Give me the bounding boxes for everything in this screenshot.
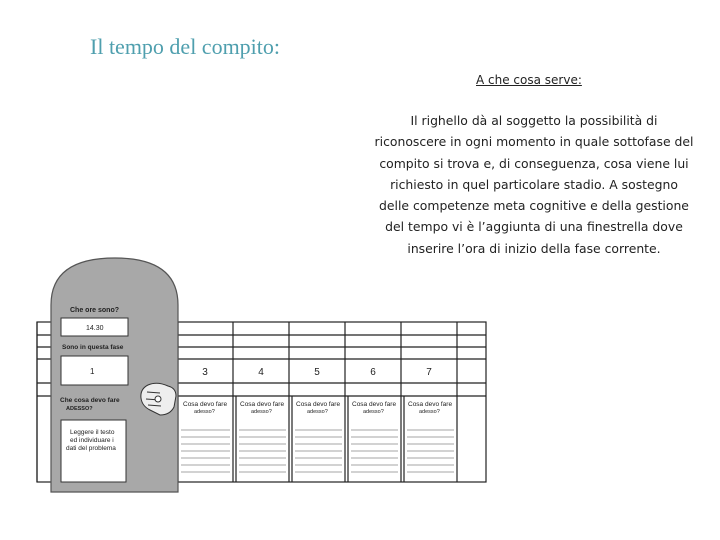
column-label: Cosa devo fare bbox=[296, 401, 341, 408]
slide-title: Il tempo del compito: bbox=[90, 34, 281, 59]
task-line: dati del problema bbox=[66, 445, 116, 452]
column-label: Cosa devo fare bbox=[352, 401, 397, 408]
slide-subtitle: A che cosa serve: bbox=[476, 73, 582, 87]
phase-value: 1 bbox=[90, 367, 95, 376]
column-number: 3 bbox=[202, 367, 208, 378]
task-line: Leggere il testo bbox=[70, 429, 115, 436]
column-label: Cosa devo fare bbox=[183, 401, 228, 408]
phase-label: Sono in questa fase bbox=[62, 344, 124, 351]
column-label: Cosa devo fare bbox=[240, 401, 285, 408]
slide-body-text: Il righello dà al soggetto la possibilità di riconoscere in ogni momento in quale sottofase del compito si trova e, di conseguenza, cosa viene lui richiesto in quel particolare stadio. A sostegno delle competenze meta cognitive e della gestione del tempo vi è l’aggiunta di una finestrella dove inserire l’ora di inizio della fase corrente. bbox=[374, 113, 694, 256]
column-label-sub: adesso? bbox=[251, 409, 272, 415]
column-number: 4 bbox=[258, 367, 264, 378]
time-value: 14.30 bbox=[86, 325, 104, 332]
column-label-sub: adesso? bbox=[307, 409, 328, 415]
column-number: 5 bbox=[314, 367, 320, 378]
ruler-slider bbox=[51, 258, 178, 492]
column-number: 7 bbox=[426, 367, 432, 378]
todo-label-sub: ADESSO? bbox=[66, 406, 93, 412]
time-label: Che ore sono? bbox=[70, 307, 120, 314]
column-label: Cosa devo fare bbox=[408, 401, 453, 408]
todo-label: Che cosa devo fare bbox=[60, 397, 120, 404]
column-label-sub: adesso? bbox=[419, 409, 440, 415]
column-number: 6 bbox=[370, 367, 376, 378]
column-label-sub: adesso? bbox=[194, 409, 215, 415]
column-label-sub: adesso? bbox=[363, 409, 384, 415]
task-line: ed individuare i bbox=[70, 437, 114, 444]
